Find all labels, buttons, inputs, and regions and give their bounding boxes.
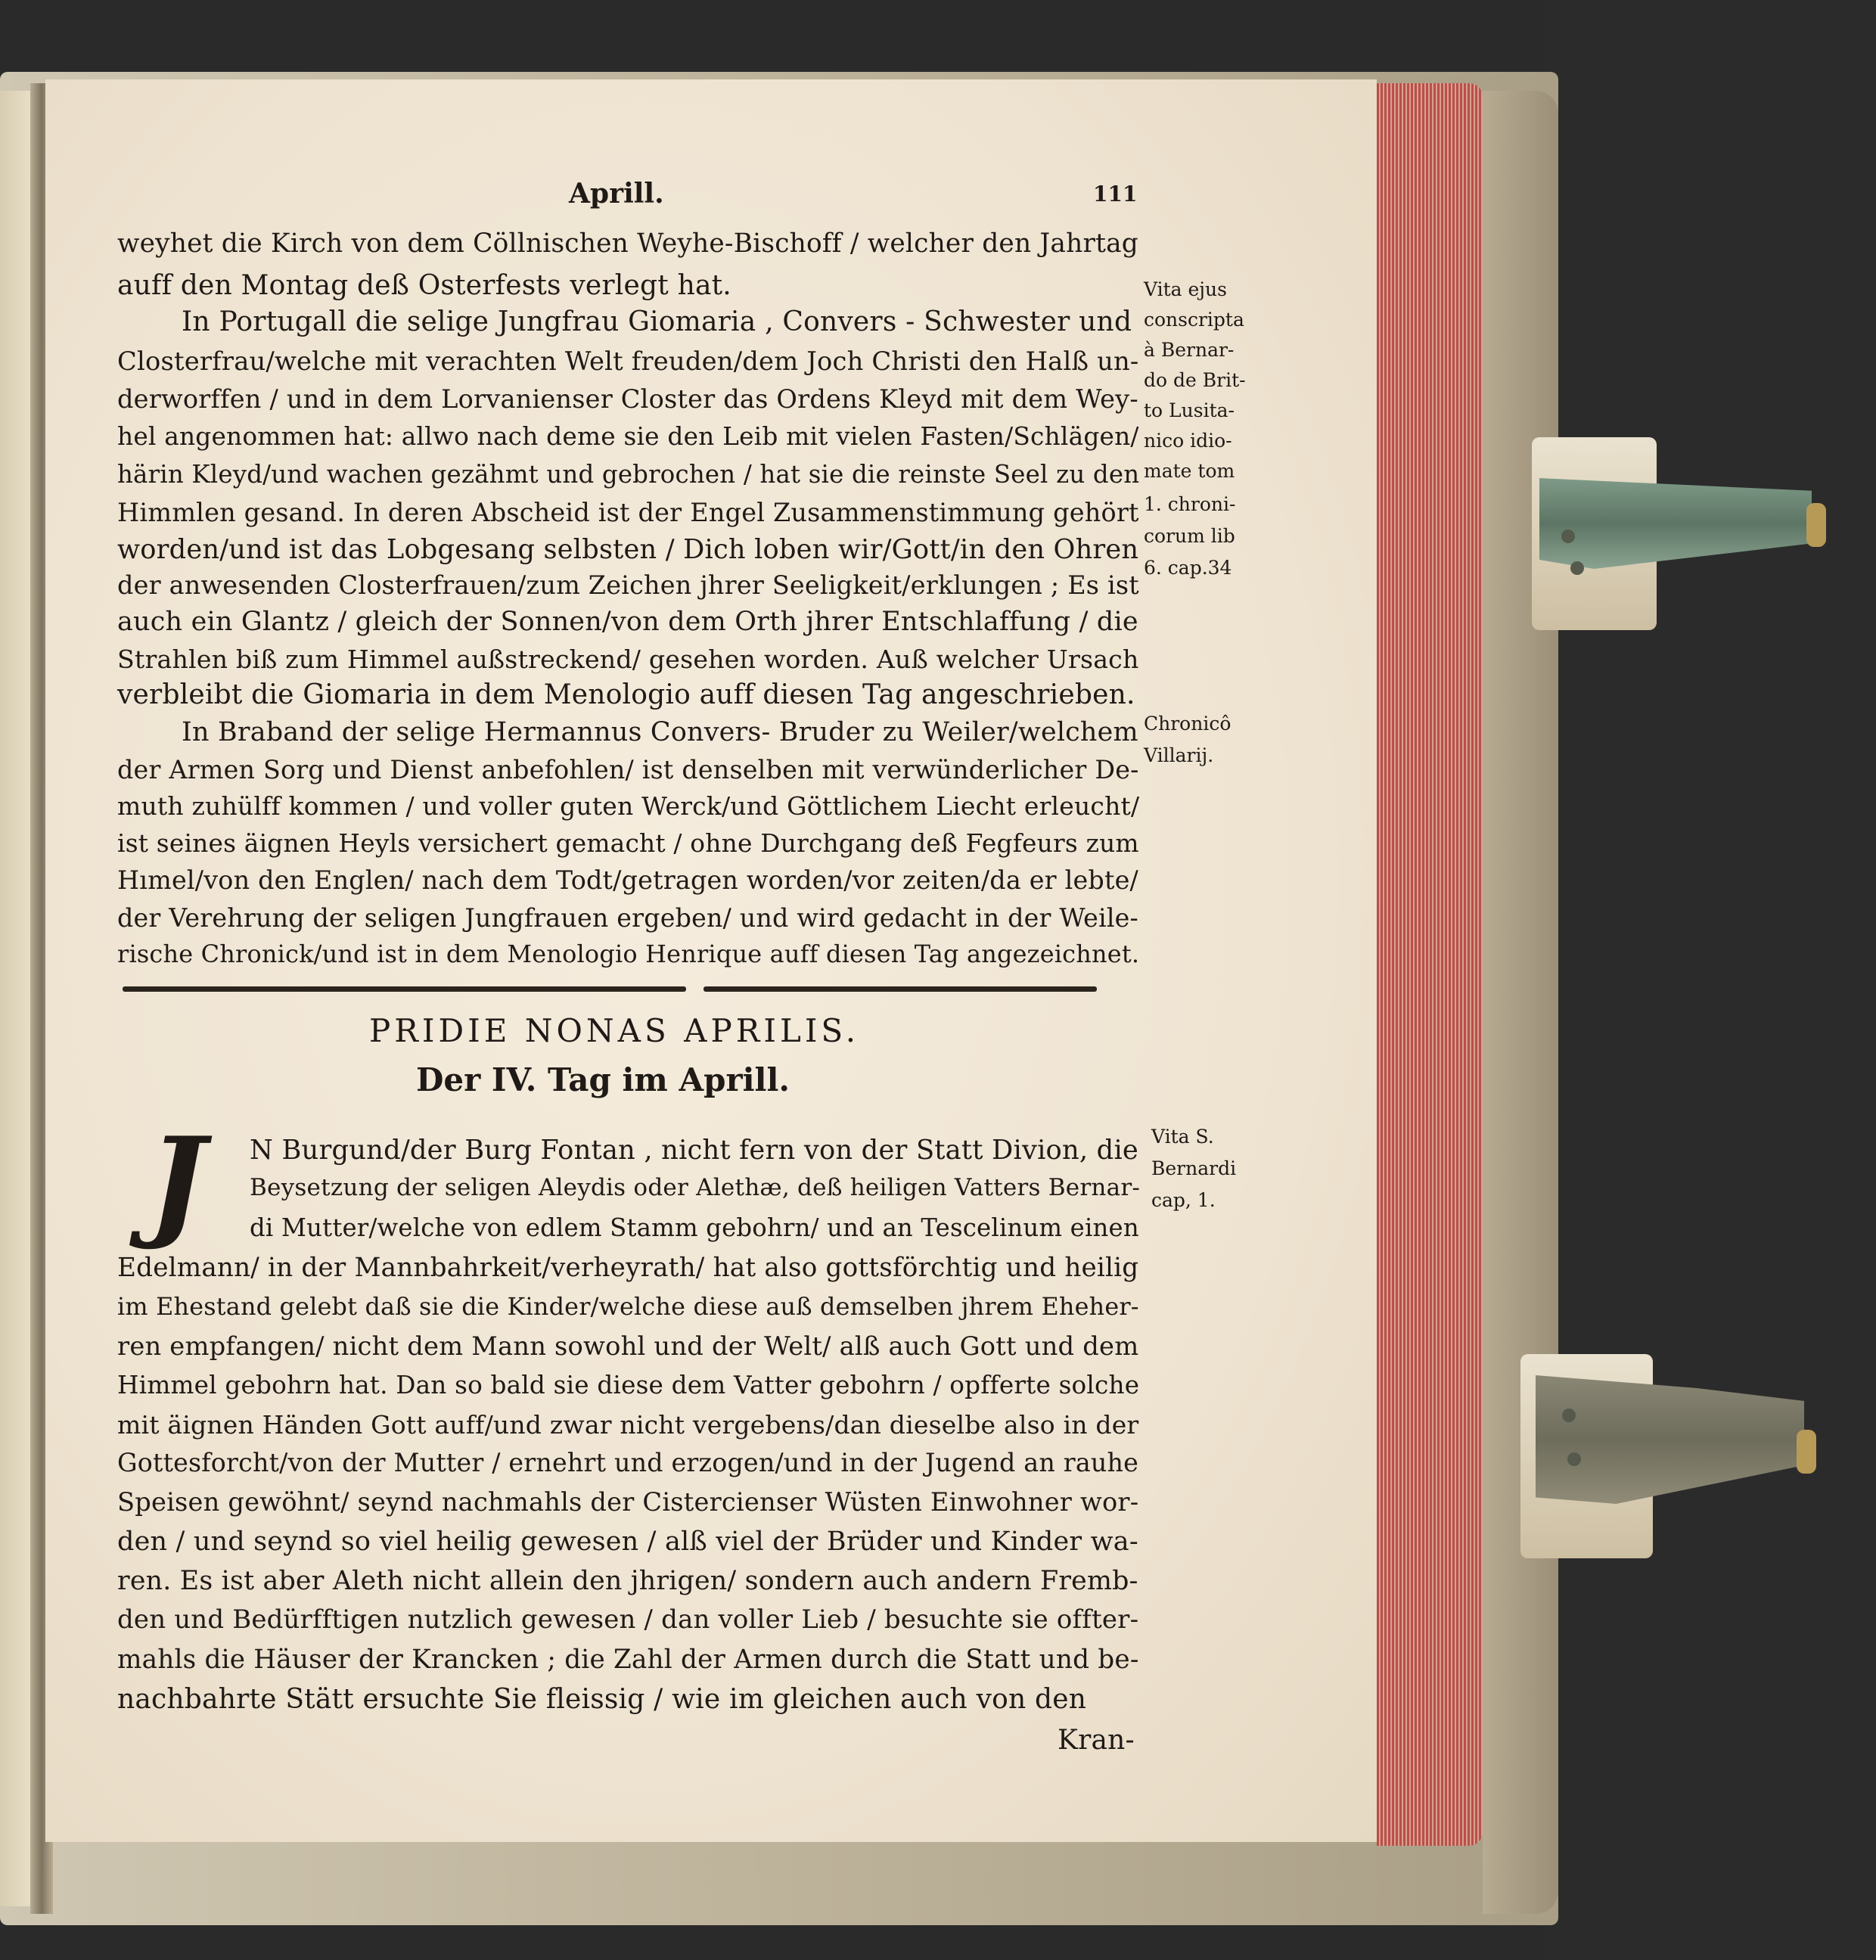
text-line: Himmel gebohrn hat. Dan so bald sie diese dem Vatter gebohrn / opfferte solche	[117, 1371, 1140, 1399]
text-line: im Ehestand gelebt daß sie die Kinder/welche diese auß demselben jhrem Eheher-	[117, 1292, 1139, 1321]
text-line: N Burgund/der Burg Fontan , nicht fern von der Statt Divion, die	[250, 1135, 1138, 1166]
text-line: Strahlen biß zum Himmel außstreckend/ gesehen worden. Auß welcher Ursach	[117, 645, 1139, 674]
margin-note-line: do de Brit-	[1144, 369, 1246, 391]
text-line: hel angenommen hat: allwo nach deme sie den Leib mit vielen Fasten/Schlägen/	[117, 422, 1139, 451]
page-number: 111	[1093, 182, 1138, 207]
margin-note-line: to Lusita-	[1144, 399, 1235, 421]
lower-clasp-pin	[1797, 1430, 1816, 1474]
text-line: rische Chronick/und ist in dem Menologio Henrique auff diesen Tag angezeichnet.	[117, 940, 1140, 968]
text-line: auch ein Glantz / gleich der Sonnen/von dem Orth jhrer Entschlaffung / die	[117, 607, 1138, 637]
red-page-edges	[1377, 83, 1483, 1846]
text-line: nachbahrte Stätt ersuchte Sie fleissig / wie im gleichen auch von den	[117, 1684, 1087, 1715]
section-subheading: Der IV. Tag im Aprill.	[416, 1061, 790, 1098]
text-line: di Mutter/welche von edlem Stamm gebohrn/ und an Tescelinum einen	[250, 1213, 1139, 1242]
margin-note-line: cap, 1.	[1151, 1189, 1216, 1211]
margin-note-line: 1. chroni-	[1144, 493, 1236, 515]
margin-note-line: Vita S.	[1151, 1126, 1214, 1148]
margin-note-line: Vita ejus	[1144, 278, 1227, 300]
margin-note-line: conscripta	[1144, 309, 1244, 331]
text-line: derworffen / und in dem Lorvanienser Closter das Ordens Kleyd mit dem Wey-	[117, 384, 1138, 414]
margin-note-line: mate tom	[1144, 460, 1235, 482]
text-line: ist seines äignen Heyls versichert gemacht / ohne Durchgang deß Fegfeurs zum	[117, 829, 1139, 858]
text-line: muth zuhülff kommen / und voller guten Werck/und Göttlichem Liecht erleucht/	[117, 791, 1140, 821]
text-line: Speisen gewöhnt/ seynd nachmahls der Cistercienser Wüsten Einwohner wor-	[117, 1487, 1139, 1517]
lower-clasp-rivet	[1562, 1409, 1576, 1422]
text-line: mit äignen Händen Gott auff/und zwar nicht vergebens/dan dieselbe also in der	[117, 1410, 1139, 1440]
text-line: In Portugall die selige Jungfrau Giomaria , Convers - Schwester und	[182, 306, 1132, 337]
section-rule-left	[123, 986, 686, 992]
margin-note-line: Chronicô	[1144, 713, 1232, 735]
drop-cap-initial: J	[148, 1110, 206, 1253]
upper-clasp-rivet	[1570, 561, 1584, 575]
upper-clasp-pin	[1806, 503, 1826, 547]
text-line: ren. Es ist aber Aleth nicht allein den jhrigen/ sondern auch andern Fremb-	[117, 1566, 1138, 1596]
text-line: Gottesforcht/von der Mutter / ernehrt und erzogen/und in der Jugend an rauhe	[117, 1448, 1138, 1477]
margin-note-line: nico idio-	[1144, 430, 1232, 452]
text-line: der Armen Sorg und Dienst anbefohlen/ ist denselben mit verwünderlicher De-	[117, 755, 1139, 784]
text-line: den / und seynd so viel heilig gewesen / alß viel der Brüder und Kinder wa-	[117, 1527, 1138, 1557]
text-line: verbleibt die Giomaria in dem Menologio auff diesen Tag angeschrieben.	[117, 679, 1135, 710]
text-line: Himmlen gesand. In deren Abscheid ist der Engel Zusammenstimmung gehört	[117, 498, 1139, 527]
margin-note-line: corum lib	[1144, 525, 1235, 547]
margin-note-line: 6. cap.34	[1144, 557, 1232, 579]
upper-clasp-rivet	[1561, 530, 1575, 543]
margin-note-line: Bernardi	[1151, 1157, 1237, 1179]
text-line: härin Kleyd/und wachen gezähmt und gebrochen / hat sie die reinste Seel zu den	[117, 460, 1140, 489]
dark-background	[1543, 0, 1876, 1960]
text-line: worden/und ist das Lobgesang selbsten / Dich loben wir/Gott/in den Ohren	[117, 534, 1139, 565]
text-line: Closterfrau/welche mit verachten Welt freuden/dem Joch Christi den Halß un-	[117, 346, 1139, 376]
cover-fore-edge	[1483, 91, 1558, 1914]
margin-note-line: Villarij.	[1144, 744, 1214, 766]
catchword: Kran-	[1058, 1725, 1135, 1756]
text-line: der Verehrung der seligen Jungfrauen ergeben/ und wird gedacht in der Weile-	[117, 903, 1138, 933]
text-line: ren empfangen/ nicht dem Mann sowohl und der Welt/ alß auch Gott und dem	[117, 1331, 1139, 1361]
text-line: auff den Montag deß Osterfests verlegt hat.	[117, 270, 731, 301]
text-line: der anwesenden Closterfrauen/zum Zeichen jhrer Seeligkeit/erklungen ; Es ist	[117, 570, 1139, 600]
text-line: Edelmann/ in der Mannbahrkeit/verheyrath/ hat also gottsförchtig und heilig	[117, 1253, 1139, 1283]
running-head: Aprill.	[569, 178, 664, 210]
text-line: mahls die Häuser der Krancken ; die Zahl der Armen durch die Statt und be-	[117, 1645, 1139, 1675]
section-rule-right	[704, 986, 1097, 992]
text-line: Hımel/von den Englen/ nach dem Todt/getragen worden/vor zeiten/da er lebte/	[117, 865, 1138, 895]
lower-clasp-rivet	[1567, 1452, 1581, 1466]
margin-note-line: à Bernar-	[1144, 339, 1235, 361]
text-line: Beysetzung der seligen Aleydis oder Alethæ, deß heiligen Vatters Bernar-	[250, 1174, 1141, 1201]
text-line: weyhet die Kirch von dem Cöllnischen Weyhe-Bischoff / welcher den Jahrtag	[117, 228, 1138, 259]
text-line: den und Bedürfftigen nutzlich gewesen / dan voller Lieb / besuchte sie offter-	[117, 1605, 1139, 1635]
section-heading: PRIDIE NONAS APRILIS.	[369, 1012, 860, 1049]
text-line: In Braband der selige Hermannus Convers- Bruder zu Weiler/welchem	[182, 717, 1138, 747]
